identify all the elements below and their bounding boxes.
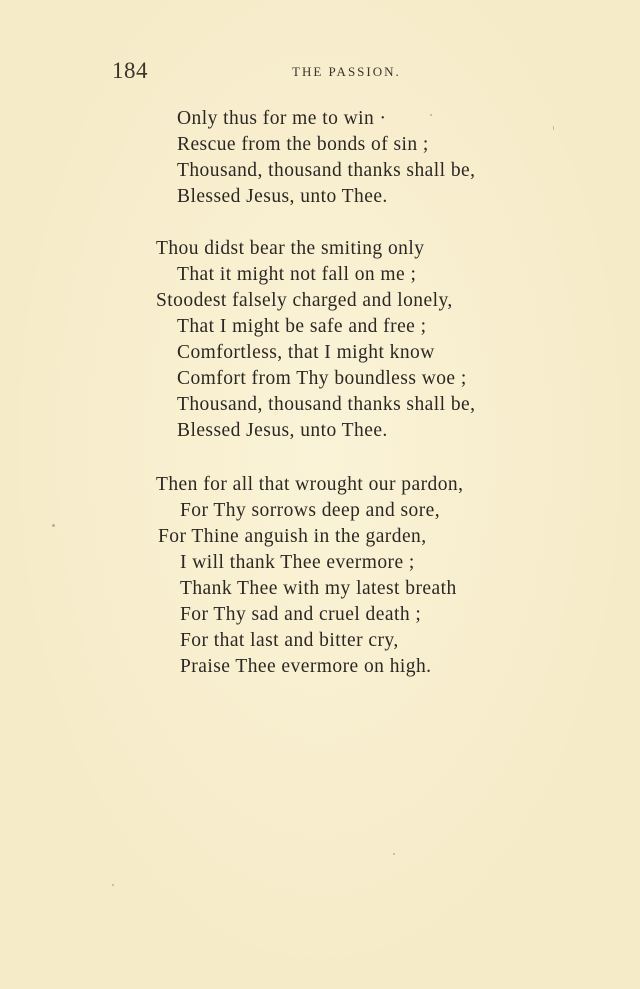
poem-line: Comfort from Thy boundless woe ; bbox=[177, 368, 467, 389]
poem-line: That I might be safe and free ; bbox=[177, 316, 427, 337]
paper-speck bbox=[112, 884, 114, 886]
poem-line: Stoodest falsely charged and lonely, bbox=[156, 290, 453, 311]
page-number: 184 bbox=[112, 58, 148, 83]
poem-line: Thou didst bear the smiting only bbox=[156, 238, 425, 259]
paper-speck bbox=[52, 524, 55, 527]
poem-line: Comfortless, that I might know bbox=[177, 342, 435, 363]
poem-line: Blessed Jesus, unto Thee. bbox=[177, 420, 388, 441]
poem-line: For Thy sad and cruel death ; bbox=[180, 604, 422, 625]
poem-line: For that last and bitter cry, bbox=[180, 630, 399, 651]
poem-line: Thousand, thousand thanks shall be, bbox=[177, 394, 476, 415]
poem-line: For Thy sorrows deep and sore, bbox=[180, 500, 441, 521]
poem-line: I will thank Thee evermore ; bbox=[180, 552, 415, 573]
poem-line: Then for all that wrought our pardon, bbox=[156, 474, 464, 495]
paper-speck bbox=[393, 853, 395, 855]
poem-line: That it might not fall on me ; bbox=[177, 264, 417, 285]
poem-line: For Thine anguish in the garden, bbox=[158, 526, 427, 547]
poem-line: Thank Thee with my latest breath bbox=[180, 578, 457, 599]
running-head: THE PASSION. bbox=[292, 64, 401, 79]
poem-line: Blessed Jesus, unto Thee. bbox=[177, 186, 388, 207]
poem-line: Thousand, thousand thanks shall be, bbox=[177, 160, 476, 181]
poem-line: Praise Thee evermore on high. bbox=[180, 656, 432, 677]
poem-line: Only thus for me to win · bbox=[177, 108, 387, 129]
paper-speck bbox=[553, 126, 554, 130]
paper-speck bbox=[430, 114, 432, 116]
poem-line: Rescue from the bonds of sin ; bbox=[177, 134, 429, 155]
